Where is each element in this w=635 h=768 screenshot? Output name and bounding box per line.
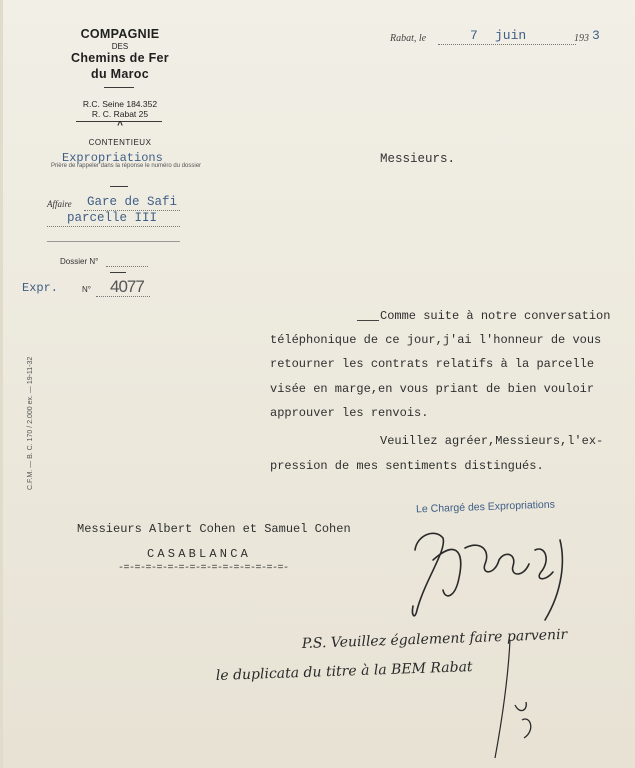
number-dotted-line bbox=[96, 296, 150, 297]
date-year-prefix: 193 bbox=[574, 33, 589, 44]
company-name-line2: DES bbox=[111, 42, 129, 51]
affaire-dotted-line2 bbox=[47, 226, 180, 227]
caret-mark: ^ bbox=[117, 120, 123, 131]
date-day: 7 bbox=[470, 28, 478, 43]
salutation: Messieurs. bbox=[380, 152, 456, 166]
expr-label: Expr. bbox=[22, 281, 59, 295]
affaire-line2: parcelle III bbox=[67, 211, 158, 225]
rc-rabat: R. C. Rabat 25 bbox=[91, 109, 149, 119]
affaire-line1: Gare de Safi bbox=[87, 195, 178, 209]
dossier-dotted-line bbox=[106, 266, 148, 267]
reference-note: Prière de rappeler dans la réponse le numéro du dossier bbox=[50, 163, 202, 169]
dossier-rule bbox=[110, 272, 126, 273]
recipient-underline: -=-=-=-=-=-=-=-=-=-=-=-=-=-=-=- bbox=[118, 563, 289, 574]
date-place: Rabat, le bbox=[390, 33, 427, 44]
recipient-names: Messieurs Albert Cohen et Samuel Cohen bbox=[77, 522, 351, 536]
date-month: juin bbox=[495, 28, 527, 43]
body-line: Comme suite à notre conversation bbox=[380, 309, 611, 323]
date-year-digit: 3 bbox=[592, 28, 600, 43]
postscript-line2: le duplicata du titre à la BEM Rabat bbox=[215, 659, 473, 684]
date-dotted-line bbox=[438, 44, 576, 45]
number-label: N° bbox=[82, 285, 91, 294]
body-line: téléphonique de ce jour,j'ai l'honneur de vous bbox=[270, 333, 602, 347]
dossier-number: 4077 bbox=[110, 277, 144, 296]
side-print-reference: C.F.M. — B. C. 170 / 2.000 ex. — 19-11-32 bbox=[27, 356, 34, 490]
dossier-label: Dossier N° bbox=[60, 257, 99, 266]
rc-seine: R.C. Seine 184.352 bbox=[82, 99, 158, 109]
reference-rule bbox=[110, 186, 128, 187]
handwritten-signature bbox=[395, 520, 585, 630]
body-lead-dash bbox=[357, 320, 379, 321]
body-line: Veuillez agréer,Messieurs,l'ex- bbox=[380, 434, 604, 448]
company-name-line3: Chemins de Fer bbox=[71, 51, 169, 65]
body-line: approuver les renvois. bbox=[270, 406, 429, 420]
body-line: pression de mes sentiments distingués. bbox=[270, 459, 544, 473]
signatory-title: Le Chargé des Expropriations bbox=[415, 498, 556, 516]
body-line: visée en marge,en vous priant de bien vouloir bbox=[270, 382, 595, 396]
company-name-line1: COMPAGNIE bbox=[80, 27, 160, 41]
recipient-city: CASABLANCA bbox=[147, 547, 252, 561]
handwritten-postscript bbox=[210, 620, 620, 760]
postscript-line1: P.S. Veuillez également faire parvenir bbox=[301, 626, 568, 652]
affaire-rule bbox=[47, 241, 180, 242]
body-line: retourner les contrats relatifs à la parcelle bbox=[270, 357, 595, 371]
affaire-label: Affaire bbox=[47, 199, 72, 209]
contentieux-label: CONTENTIEUX bbox=[88, 138, 152, 147]
service-typed: Expropriations bbox=[62, 151, 163, 165]
letterhead-rule bbox=[104, 87, 134, 88]
company-name-line4: du Maroc bbox=[91, 67, 149, 81]
